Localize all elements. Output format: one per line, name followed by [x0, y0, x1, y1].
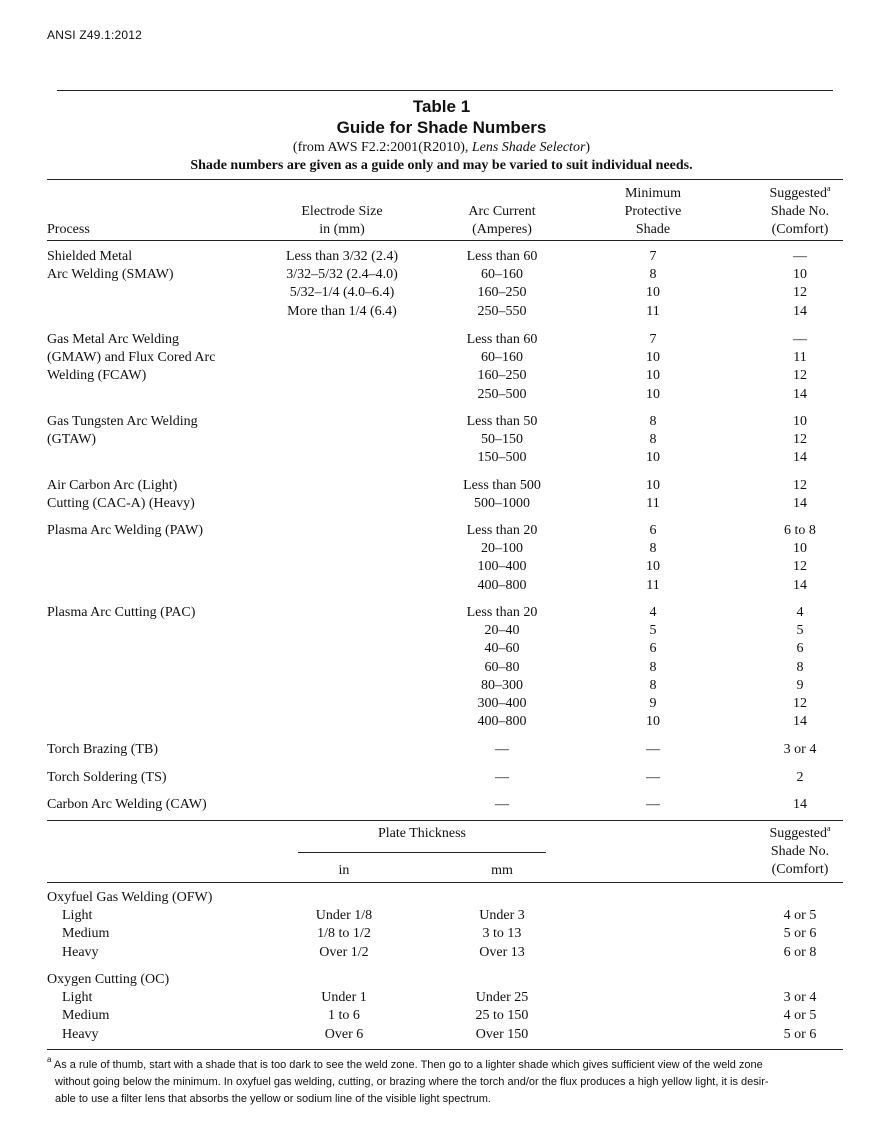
arc-current-value: —	[495, 742, 509, 757]
min-shade-value: —	[646, 742, 660, 757]
suggested-shade-value: 14	[793, 303, 807, 319]
arc-current-value: Less than 500	[463, 478, 541, 493]
min-shade-value: 8	[649, 541, 657, 557]
arc-current	[440, 413, 564, 468]
arc-current-value: 60–80	[484, 659, 520, 675]
thickness-mm	[450, 971, 554, 1044]
min-shade	[613, 769, 693, 787]
suggested-shade	[760, 889, 840, 962]
suggested-shade-value: 14	[793, 577, 807, 593]
suggested-shade-value: 14	[793, 450, 807, 466]
min-shade-value: 11	[646, 303, 660, 319]
suggested-shade-value: 12	[793, 478, 807, 493]
header-min-line: Shade	[635, 222, 671, 237]
table-number: Table 1	[412, 97, 471, 116]
header-suggested-2	[750, 825, 850, 879]
process-name-value: Arc Welding (SMAW)	[47, 267, 174, 283]
min-shade	[613, 741, 693, 759]
arc-current	[440, 741, 564, 759]
part1-bottom-rule	[47, 820, 843, 821]
thickness-mm-value: Under 25	[475, 990, 529, 1006]
process-name-value: Shielded Metal	[47, 249, 133, 264]
min-shade-value: 11	[646, 496, 660, 512]
process-name-value: Light	[62, 990, 93, 1006]
arc-current	[440, 248, 564, 321]
suggested-shade-value: 4	[796, 605, 804, 620]
table-note: Shade numbers are given as a guide only and may be varied to suit individual needs.	[190, 158, 693, 173]
header-suggested-line: Shade No.	[770, 204, 830, 219]
process-name-value: (GTAW)	[47, 432, 97, 448]
suggested-shade	[760, 741, 840, 759]
min-shade	[613, 477, 693, 513]
header-min-line: Minimum	[624, 186, 681, 201]
suggested-shade-value: 14	[793, 386, 807, 402]
thickness-in-value: 1/8 to 1/2	[317, 926, 371, 942]
electrode-size-value: 5/32–1/4 (4.0–6.4)	[289, 285, 395, 301]
arc-current-value: 300–400	[477, 695, 527, 711]
min-shade	[613, 796, 693, 814]
min-shade-value: 7	[649, 332, 657, 347]
process-name-value: Medium	[62, 1008, 110, 1024]
arc-current-value: 150–500	[477, 450, 527, 466]
min-shade-value: 11	[646, 577, 660, 593]
arc-current-value: 160–250	[477, 285, 527, 301]
min-shade-value: 10	[646, 368, 660, 384]
arc-current	[440, 769, 564, 787]
arc-current-value: 400–800	[477, 577, 527, 593]
arc-current-value: —	[495, 770, 509, 785]
arc-current-value: 20–100	[481, 541, 523, 557]
process-name	[47, 413, 198, 449]
footnote-marker: a	[827, 824, 831, 833]
footnote	[47, 1057, 843, 1108]
thickness-mm-value: 25 to 150	[475, 1008, 529, 1024]
arc-current-value: 60–160	[481, 350, 523, 366]
header-suggested-line: Suggested$^a$	[769, 184, 831, 201]
source-prefix: (from AWS F2.2:2001(R2010),	[292, 140, 472, 155]
process-name	[47, 248, 174, 284]
process-name-value: Gas Metal Arc Welding	[47, 332, 179, 347]
suggested-shade-value: 12	[793, 559, 807, 575]
table-source	[0, 139, 883, 156]
arc-current-value: Less than 20	[466, 523, 538, 538]
standard-header: ANSI Z49.1:2012	[47, 28, 143, 42]
arc-current-value: 60–160	[481, 267, 523, 283]
arc-current-value: 250–500	[477, 386, 527, 402]
suggested-shade-value: 3 or 4	[783, 990, 817, 1006]
process-name	[47, 604, 195, 622]
min-shade-value: 7	[649, 249, 657, 264]
suggested-shade-value: 10	[793, 267, 807, 283]
suggested-shade-value	[760, 971, 840, 989]
process-name	[47, 971, 169, 1044]
footnote-line: $^a$ As a rule of thumb, start with a shade that is too dark to see the weld zone. Then go to a lighter shade which gives sufficient view of the weld zone	[47, 1055, 763, 1071]
arc-current-value: 40–60	[484, 641, 520, 657]
process-name-value: Heavy	[62, 944, 99, 960]
min-shade	[613, 413, 693, 468]
arc-current-value: Less than 50	[466, 414, 538, 429]
arc-current-value: 250–550	[477, 303, 527, 319]
electrode-size-value: Less than 3/32 (2.4)	[286, 249, 398, 264]
suggested-shade-value: 9	[796, 677, 804, 693]
process-name-value: Heavy	[62, 1026, 99, 1042]
process-name-value: Gas Tungsten Arc Welding	[47, 414, 198, 429]
footnote-marker: a	[827, 184, 831, 193]
thickness-in-value	[292, 971, 396, 989]
min-shade-value: 8	[649, 432, 657, 448]
suggested-shade-value: 14	[793, 496, 807, 512]
header-suggested-line: Shade No.	[770, 844, 830, 859]
process-name	[47, 522, 203, 540]
arc-current	[440, 331, 564, 404]
min-shade-value: 8	[649, 659, 657, 675]
suggested-shade	[760, 477, 840, 513]
process-name	[47, 769, 167, 787]
part1-top-rule	[47, 179, 843, 180]
suggested-shade	[760, 796, 840, 814]
arc-current	[440, 796, 564, 814]
footnote-marker: a	[47, 1055, 52, 1064]
min-shade-value: 10	[646, 559, 660, 575]
suggested-shade	[760, 604, 840, 731]
arc-current-value: Less than 20	[466, 605, 538, 620]
min-shade-value: —	[646, 797, 660, 812]
min-shade	[613, 331, 693, 404]
thickness-in-value: Over 6	[324, 1026, 364, 1042]
arc-current	[440, 477, 564, 513]
table-title: Guide for Shade Numbers	[336, 118, 547, 137]
suggested-shade-value: 8	[796, 659, 804, 675]
source-italic: Lens Shade Selector	[471, 140, 586, 155]
suggested-shade	[760, 413, 840, 468]
min-shade-value: 10	[646, 386, 660, 402]
arc-current	[440, 604, 564, 731]
arc-current-value: 80–300	[481, 677, 523, 693]
min-shade-value: 10	[646, 478, 660, 493]
thickness-mm-value	[450, 889, 554, 907]
suggested-shade	[760, 522, 840, 595]
suggested-shade-value: 2	[796, 770, 804, 785]
process-name-value: Plasma Arc Cutting (PAC)	[47, 605, 196, 620]
min-shade	[613, 522, 693, 595]
process-name-value: Torch Soldering (TS)	[47, 770, 167, 785]
process-name-value: Carbon Arc Welding (CAW)	[47, 797, 207, 812]
header-electrode-line: Electrode Size	[301, 204, 383, 219]
min-shade-value: 8	[649, 267, 657, 283]
footnote-line: able to use a filter lens that absorbs the yellow or sodium line of the visible light spectrum.	[55, 1093, 491, 1105]
electrode-size	[266, 248, 418, 321]
process-name	[47, 741, 158, 759]
suggested-shade-value	[760, 889, 840, 907]
process-name-value: Medium	[62, 926, 110, 942]
suggested-shade-value: 11	[793, 350, 807, 366]
header-arc-line: Arc Current	[468, 204, 536, 219]
suggested-shade-value: 5 or 6	[783, 926, 817, 942]
min-shade-value: 5	[649, 623, 657, 639]
thickness-in-value: Under 1	[321, 990, 367, 1006]
min-shade-value: —	[646, 770, 660, 785]
suggested-shade-value: 4 or 5	[783, 908, 817, 924]
arc-current-value: 160–250	[477, 368, 527, 384]
suggested-shade-value: 12	[793, 695, 807, 711]
suggested-shade-value: 12	[793, 285, 807, 301]
suggested-shade-value: 10	[793, 414, 807, 429]
header-process: Process	[47, 222, 90, 237]
suggested-shade-value: 12	[793, 432, 807, 448]
process-name	[47, 331, 215, 386]
min-shade-value: 4	[649, 605, 657, 620]
suggested-shade-value: 5	[796, 623, 804, 639]
header-arc-line: (Amperes)	[472, 222, 532, 237]
process-name-value: Welding (FCAW)	[47, 368, 147, 384]
source-suffix: )	[585, 140, 591, 155]
thickness-mm-value: Over 150	[475, 1026, 529, 1042]
part2-bottom-rule	[47, 1049, 843, 1050]
footnote-line: without going below the minimum. In oxyfuel gas welding, cutting, or brazing where the torch and/or the flux produces a high yellow light, it is desir-	[55, 1076, 769, 1088]
min-shade-value: 6	[649, 523, 657, 538]
min-shade-value: 9	[649, 695, 657, 711]
header-suggested-line: (Comfort)	[771, 222, 829, 237]
min-shade-value: 6	[649, 641, 657, 657]
electrode-size-value: More than 1/4 (6.4)	[287, 303, 397, 319]
thickness-in-value: Over 1/2	[319, 944, 369, 960]
thickness-mm-value: 3 to 13	[482, 926, 522, 942]
part1-header-rule	[47, 240, 843, 241]
plate-thickness-rule	[298, 852, 546, 853]
top-rule	[57, 90, 833, 91]
process-name	[47, 796, 207, 814]
min-shade-value: 10	[646, 450, 660, 466]
min-shade-value: 10	[646, 285, 660, 301]
process-name-value: Oxyfuel Gas Welding (OFW)	[47, 890, 213, 905]
process-name-value: Air Carbon Arc (Light)	[47, 478, 178, 493]
arc-current-value: 20–40	[484, 623, 520, 639]
process-name-value: Torch Brazing (TB)	[47, 742, 158, 757]
arc-current-value: Less than 60	[466, 332, 538, 347]
thickness-in	[292, 971, 396, 1044]
suggested-shade-value: 14	[793, 714, 807, 730]
header-plate-thickness: Plate Thickness	[377, 826, 466, 841]
header-in: in	[338, 863, 350, 878]
min-shade-value: 8	[649, 677, 657, 693]
thickness-mm-value	[450, 971, 554, 989]
header-electrode	[266, 203, 418, 239]
process-name	[47, 889, 212, 962]
thickness-in-value: Under 1/8	[315, 908, 373, 924]
suggested-shade-value: 3 or 4	[783, 742, 817, 757]
suggested-shade	[760, 769, 840, 787]
header-electrode-line: in (mm)	[319, 222, 365, 237]
process-name-value: (GMAW) and Flux Cored Arc	[47, 350, 216, 366]
suggested-shade-value: —	[793, 332, 807, 347]
process-name-value: Cutting (CAC-A) (Heavy)	[47, 496, 195, 512]
header-min-shade	[603, 185, 703, 239]
process-name-value: Plasma Arc Welding (PAW)	[47, 523, 204, 538]
suggested-shade-value: 6	[796, 641, 804, 657]
min-shade-value: 10	[646, 714, 660, 730]
suggested-shade-value: 6 or 8	[783, 944, 817, 960]
suggested-shade-value: 6 to 8	[784, 523, 816, 538]
electrode-size-value: 3/32–5/32 (2.4–4.0)	[286, 267, 398, 283]
suggested-shade-value: 14	[793, 797, 807, 812]
min-shade-value: 10	[646, 350, 660, 366]
header-suggested	[750, 185, 850, 239]
min-shade	[613, 248, 693, 321]
thickness-in-value	[292, 889, 396, 907]
part2-header-rule	[47, 882, 843, 883]
thickness-mm	[450, 889, 554, 962]
arc-current-value: 400–800	[477, 714, 527, 730]
thickness-mm-value: Under 3	[479, 908, 525, 924]
suggested-shade-value: 10	[793, 541, 807, 557]
min-shade	[613, 604, 693, 731]
arc-current-value: —	[495, 797, 509, 812]
process-name-value: Light	[62, 908, 93, 924]
arc-current-value: 500–1000	[474, 496, 530, 512]
arc-current-value: Less than 60	[466, 249, 538, 264]
header-suggested-line: Suggested$^a$	[769, 824, 831, 841]
process-name-value: Oxygen Cutting (OC)	[47, 972, 170, 987]
thickness-in	[292, 889, 396, 962]
arc-current-value: 100–400	[477, 559, 527, 575]
min-shade-value: 8	[649, 414, 657, 429]
suggested-shade-value: —	[793, 249, 807, 264]
suggested-shade	[760, 248, 840, 321]
arc-current-value: 50–150	[481, 432, 523, 448]
suggested-shade	[760, 331, 840, 404]
thickness-in-value: 1 to 6	[328, 1008, 360, 1024]
suggested-shade-value: 4 or 5	[783, 1008, 817, 1024]
arc-current	[440, 522, 564, 595]
suggested-shade-value: 12	[793, 368, 807, 384]
header-suggested-line: (Comfort)	[771, 862, 829, 877]
thickness-mm-value: Over 13	[479, 944, 525, 960]
header-mm: mm	[491, 863, 513, 878]
header-min-line: Protective	[624, 204, 682, 219]
suggested-shade-value: 5 or 6	[783, 1026, 817, 1042]
suggested-shade	[760, 971, 840, 1044]
header-arc-current	[440, 203, 564, 239]
process-name	[47, 477, 195, 513]
